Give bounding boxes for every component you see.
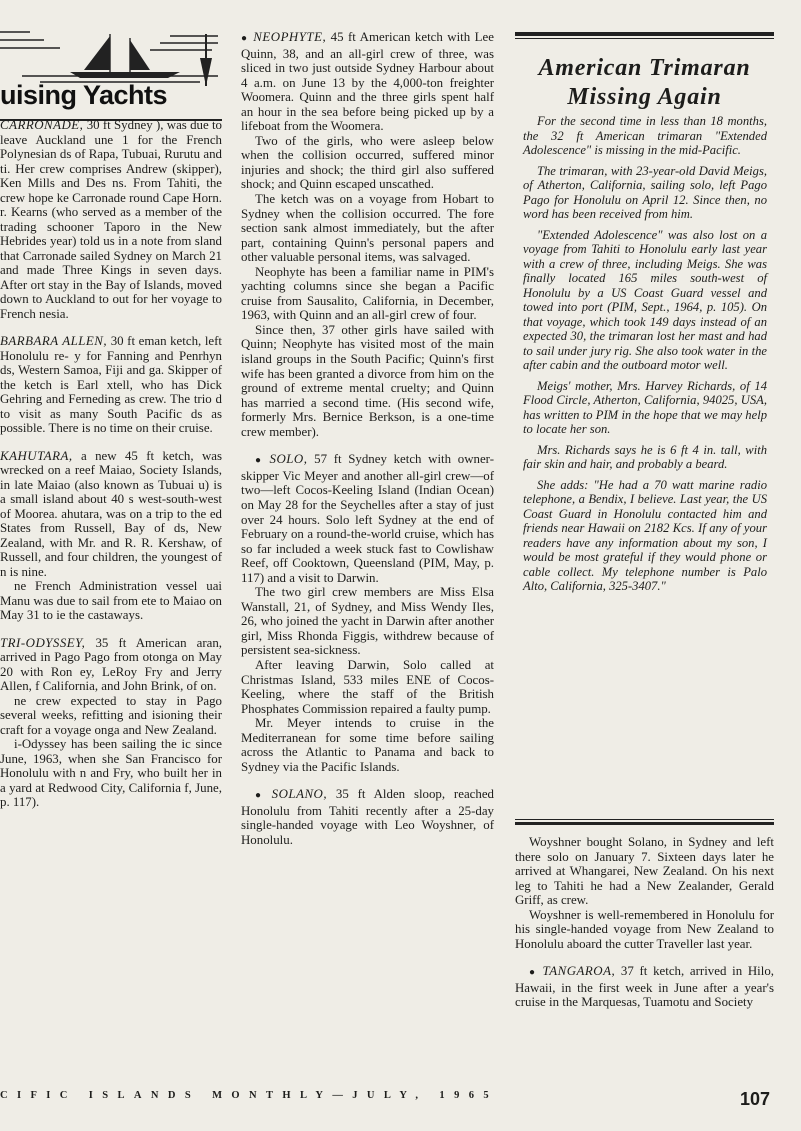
- feature-paragraph: The trimaran, with 23-year-old David Meigs, of Atherton, California, sailing solo, left Pago Pago for Honolulu on April 12. Since then, no word has been received from him.: [523, 163, 767, 221]
- feature-rule: [515, 38, 774, 39]
- feature-rule: [515, 822, 774, 825]
- feature-rule: [515, 819, 774, 820]
- feature-paragraph: "Extended Adolescence" was also lost on a voyage from Tahiti to Honolulu early last year with a crew of three, including Meigs. She was finally located 165 miles south-west of Honolulu by a US Coast Guard vessel and towed into port (PIM, Sept., 1964, p. 105). On that voyage, which took 149 days instead of an expected 30, the trimaran lost her mast and had to sail under jury rig. She also took water in the after cabin and the outboard motor well.: [523, 227, 767, 372]
- paragraph: Neophyte has been a familiar name in PIM's yachting columns since she began a Pacific cruise from Sausalito, California, in December, 1963, with Quinn and an all-girl crew of four.: [241, 264, 494, 323]
- article-kahutara: KAHUTARA, a new 45 ft ketch, was wrecked on a reef Maiao, Society Islands, in late Maiao (also known as Tubuai u) is a small island about 40 s west-south-west of Moorea. ahutara, was on a trip to the ed States from Russell, Bay of ds, New Zealand, with Mr. and R. R. Kershaw, of Russell, and four children, the youngest of n is nine.: [0, 448, 222, 579]
- bullet-icon: ●: [255, 790, 267, 802]
- paragraph: The ketch was on a voyage from Hobart to Sydney when the collision occurred. The fore section sank almost immediately, but the after part, containing Quinn's personal papers and other valuable personal items, was salvaged.: [241, 192, 494, 265]
- column-2: [241, 30, 494, 848]
- bullet-icon: ●: [529, 967, 538, 979]
- feature-rule: [515, 32, 774, 36]
- article-solano: ● SOLANO, 35 ft Alden sloop, reached Honolulu from Tahiti recently after a 25-day single-handed voyage with Leo Woyshner, of Honolulu.: [241, 787, 494, 847]
- column-3-body: [515, 835, 774, 1010]
- paragraph: ne French Administration vessel uai Manu was due to sail from ete to Maiao on May 31 to ie the castaways.: [0, 579, 222, 622]
- feature-paragraph: She adds: "He had a 70 watt marine radio telephone, a Bendix, I believe. Last year, the US Coast Guard in Honolulu contacted him and friends near Hawaii on 2182 Kcs. If any of your readers have any information about my son, I would be most grateful if they would phone or cable collect. My telephone number is Palo Alto, California, 325-3407.": [523, 477, 767, 593]
- paragraph: Two of the girls, who were asleep below when the collision occurred, suffered minor injuries and shock; the third girl also suffered shock; and Quinn escaped unscathed.: [241, 133, 494, 192]
- feature-body: [523, 114, 767, 594]
- paragraph: Woyshner bought Solano, in Sydney and left there solo on January 7. Sixteen days later he arrived at Whangarei, New Zealand. On his next leg to Tahiti he had a New Zealander, Gerald Griff, as crew.: [515, 835, 774, 908]
- feature-paragraph: Mrs. Richards says he is 6 ft 4 in. tall, with fair skin and hair, and probably a beard.: [523, 442, 767, 471]
- feature-title: American Trimaran Missing Again: [538, 55, 751, 110]
- article-tangaroa: ● TANGAROA, 37 ft ketch, arrived in Hilo, Hawaii, in the first week in June after a year's cruise in the Marquesas, Tuamotu and Society: [515, 964, 774, 1010]
- article-solo: ● SOLO, 57 ft Sydney ketch with owner-skipper Vic Meyer and another all-girl crew—of two—left Cocos-Keeling Island (Indian Ocean) on May 28 for the Seychelles after a stay of just over 24 hours. Solo left Sydney at the end of February on a round-the-world cruise, which has so far included a week stuck fast to Cowlishaw Reef, off Cooktown, Queensland (PIM, May, p. 117) and a visit to Darwin.: [241, 452, 495, 585]
- page-number: 107: [740, 1089, 771, 1109]
- paragraph: ne crew expected to stay in Pago several weeks, refitting and isioning their craft for a voyage onga and New Zealand.: [0, 693, 222, 737]
- feature-paragraph: Meigs' mother, Mrs. Harvey Richards, of 14 Flood Circle, Atherton, California, 94025, USA, has written to PIM in the hope that we may help to locate her son.: [523, 378, 767, 436]
- paragraph: Mr. Meyer intends to cruise in the Mediterranean for some time before sailing across the Atlantic to Panama and back to Sydney via the Pacific Islands.: [241, 716, 494, 774]
- bullet-icon: ●: [255, 455, 265, 467]
- article-neophyte: ● NEOPHYTE, 45 ft American ketch with Lee Quinn, 38, and an all-girl crew of three, was sliced in two just outside Sydney Harbour about 4 a.m. on June 13 by the 4,000-ton freighter Woomera. Quinn and the three girls spent half an hour in the sea before being picked up by a lifeboat from the Woomera.: [241, 30, 494, 134]
- paragraph: Since then, 37 other girls have sailed with Quinn; Neophyte has visited most of the main island groups in the South Pacific; Quinn's first wife has been granted a divorce from him on the ground of extreme mental cruelty; and Quinn has married a second time. (His second wife, formerly Mrs. Bernice Berkson, is a one-time crew member).: [241, 322, 494, 439]
- article-barbara-allen: BARBARA ALLEN, 30 ft eman ketch, left Honolulu re- y for Fanning and Penrhyn ds, Western Samoa, Fiji and ga. Skipper of the ketch is Earl xtell, who has Dick Gehring and Ferneding as crew. The trio d to visit as many South Pacific ds as possible. There is no time on their cruise.: [0, 334, 222, 435]
- paragraph: After leaving Darwin, Solo called at Christmas Island, 533 miles ENE of Cocos-Keeling, where the staff of the British Phosphates Commission repaired a faulty pump.: [241, 657, 494, 716]
- feature-paragraph: For the second time in less than 18 months, the 32 ft American trimaran "Extended Adolescence" is missing in the mid-Pacific.: [523, 114, 767, 157]
- article-tri-odyssey: TRI-ODYSSEY, 35 ft American aran, arrived in Pago Pago from otonga on May 20 with Ron ey, LeRoy Fry and Jerry Allen, f California, and John Brink, of on.: [0, 635, 222, 693]
- paragraph: i-Odyssey has been sailing the ic since June, 1963, when she San Francisco for Honolulu with n and Fry, who built her in a yard at Redwood City, California f, June, p. 117).: [0, 737, 222, 809]
- column-1: [0, 118, 222, 810]
- paragraph: The two girl crew members are Miss Elsa Wanstall, 21, of Sydney, and Miss Wendy Iles, 26, who joined the yacht in Darwin after another girl, Miss Rhonda Figgis, withdrew because of persistent sea-sickness.: [241, 585, 494, 658]
- footer-masthead: CIFIC ISLANDS MONTHLY—JULY, 1965: [0, 1090, 499, 1101]
- yacht-illustration-icon: [0, 28, 222, 86]
- page-footer: [0, 1087, 801, 1117]
- article-carronade: CARRONADE, 30 ft Sydney ), was due to leave Auckland une 1 for the French Polynesian ds of Rapa, Tubuai, Rurutu and ti. Her crew comprises Andrew (skipper), Ken Mills and Des ns. From Tahiti, the crew hope ke Carronade round Cape Horn. r. Kearns (who served as a member of the trading schooner Taporo in the New Hebrides year) told us in a note from sland that Carronade sailed Sydney on March 21 and made Three Kings in seven days. After ort stay in the Bay of Islands, moved down to Auckland to out for her voyage to French nesia.: [0, 118, 222, 321]
- bullet-icon: ●: [241, 33, 249, 44]
- section-title: uising Yachts: [0, 80, 168, 110]
- section-header: [0, 28, 222, 124]
- paragraph: Woyshner is well-remembered in Honolulu for his single-handed voyage from New Zealand to Honolulu aboard the cutter Traveller last year.: [515, 907, 774, 951]
